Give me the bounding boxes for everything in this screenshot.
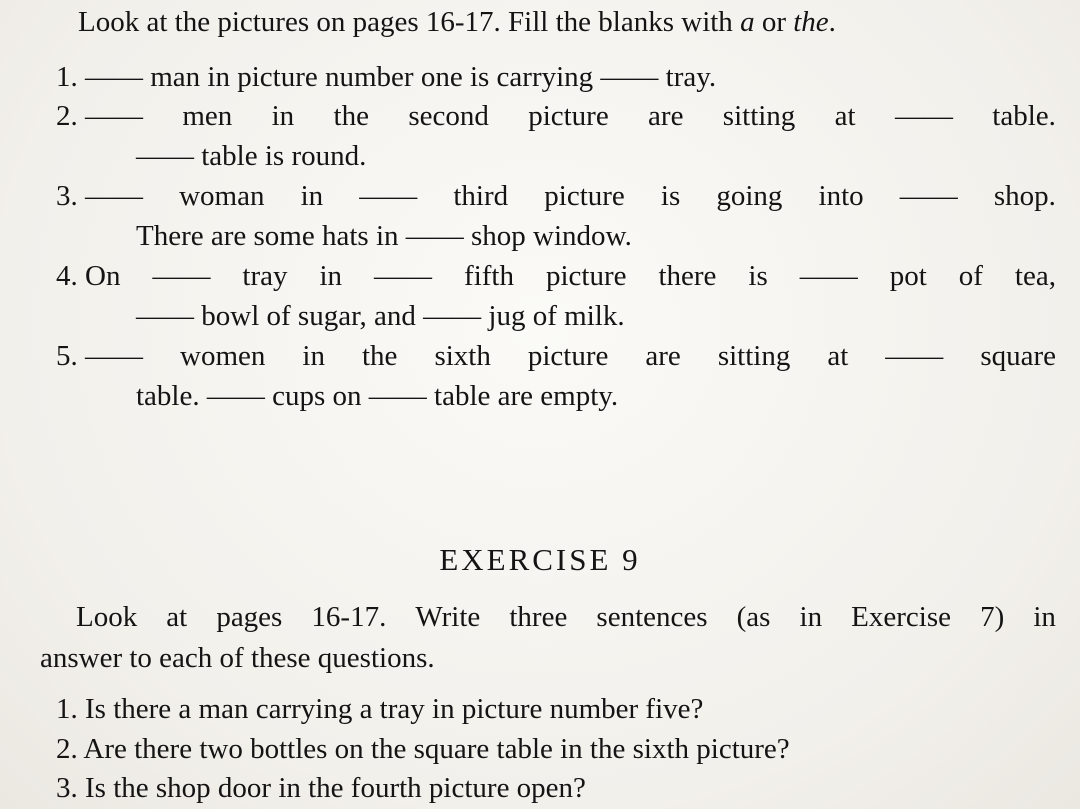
word: ——: [152, 260, 211, 292]
word: in: [799, 601, 823, 633]
word: 16-17.: [311, 601, 387, 633]
exercise-8-item-3: [56, 176, 1056, 216]
instruction-option-the: the: [793, 6, 829, 38]
word: ——: [894, 100, 953, 132]
word: pot: [889, 260, 927, 292]
word: sitting: [722, 100, 796, 132]
word: the: [361, 340, 398, 372]
word: of: [958, 260, 983, 292]
word: there: [658, 260, 717, 292]
word: picture: [544, 180, 625, 212]
exercise-8-item-2: [56, 96, 1056, 136]
word: (as: [736, 601, 771, 633]
word: Write: [415, 601, 481, 633]
word: 5. ——: [56, 340, 143, 372]
exercise-9-instruction-line-1: [76, 597, 1056, 637]
exercise-9-question-3: 3. Is the shop door in the fourth picture open?: [56, 772, 586, 804]
exercise-8-item-4-cont: —— bowl of sugar, and —— jug of milk.: [136, 300, 625, 332]
exercise-8-item-2-cont: —— table is round.: [136, 140, 367, 172]
word: square: [980, 340, 1056, 372]
word: Exercise: [851, 601, 951, 633]
exercise-9-question-2: 2. Are there two bottles on the square table in the sixth picture?: [56, 733, 790, 765]
exercise-8-item-1: 1. —— man in picture number one is carrying —— tray.: [56, 61, 717, 93]
word: ——: [359, 180, 418, 212]
word: picture: [527, 340, 609, 372]
exercise-9-instruction-line-2: answer to each of these questions.: [40, 642, 435, 674]
word: women: [180, 340, 266, 372]
word: woman: [179, 180, 265, 212]
word: are: [645, 340, 681, 372]
instruction-option-a: a: [740, 6, 755, 38]
word: into: [818, 180, 864, 212]
word: second: [408, 100, 489, 132]
word: ——: [899, 180, 958, 212]
word: in: [300, 180, 324, 212]
word: sitting: [717, 340, 791, 372]
word: in: [1033, 601, 1056, 633]
word: picture: [545, 260, 627, 292]
word: tea,: [1014, 260, 1056, 292]
word: in: [302, 340, 325, 372]
word: men: [182, 100, 233, 132]
word: Look: [76, 601, 138, 633]
word: ——: [374, 260, 433, 292]
word: 3. ——: [56, 180, 143, 212]
word: shop.: [993, 180, 1056, 212]
word: three: [509, 601, 568, 633]
exercise-8-item-5: [56, 336, 1056, 376]
exercise-8-instruction: [78, 2, 836, 42]
word: tray: [242, 260, 288, 292]
exercise-8-item-3-cont: There are some hats in —— shop window.: [136, 220, 632, 252]
exercise-8-item-4: [56, 256, 1056, 296]
word: in: [319, 260, 343, 292]
word: going: [716, 180, 783, 212]
word: ——: [885, 340, 944, 372]
word: the: [333, 100, 369, 132]
word: third: [453, 180, 509, 212]
word: at: [834, 100, 856, 132]
word: picture: [528, 100, 609, 132]
word: is: [660, 180, 681, 212]
exercise-8-item-5-cont: table. —— cups on —— table are empty.: [136, 380, 619, 412]
word: is: [748, 260, 768, 292]
exercise-9-question-1: 1. Is there a man carrying a tray in picture number five?: [56, 693, 704, 725]
instruction-text: Look at the pictures on pages 16-17. Fill the blanks with: [78, 6, 741, 38]
word: table.: [992, 100, 1056, 132]
word: pages: [216, 601, 283, 633]
exercise-9-heading: EXERCISE 9: [439, 542, 641, 577]
word: in: [271, 100, 295, 132]
instruction-or: or: [754, 6, 794, 38]
word: 7): [980, 601, 1005, 633]
word: are: [648, 100, 684, 132]
word: at: [166, 601, 188, 633]
word: sentences: [596, 601, 708, 633]
word: ——: [799, 260, 858, 292]
word: fifth: [464, 260, 514, 292]
word: 2. ——: [56, 100, 143, 132]
word: at: [827, 340, 849, 372]
word: sixth: [434, 340, 491, 372]
instruction-period: .: [828, 6, 836, 38]
word: 4. On: [56, 260, 121, 292]
